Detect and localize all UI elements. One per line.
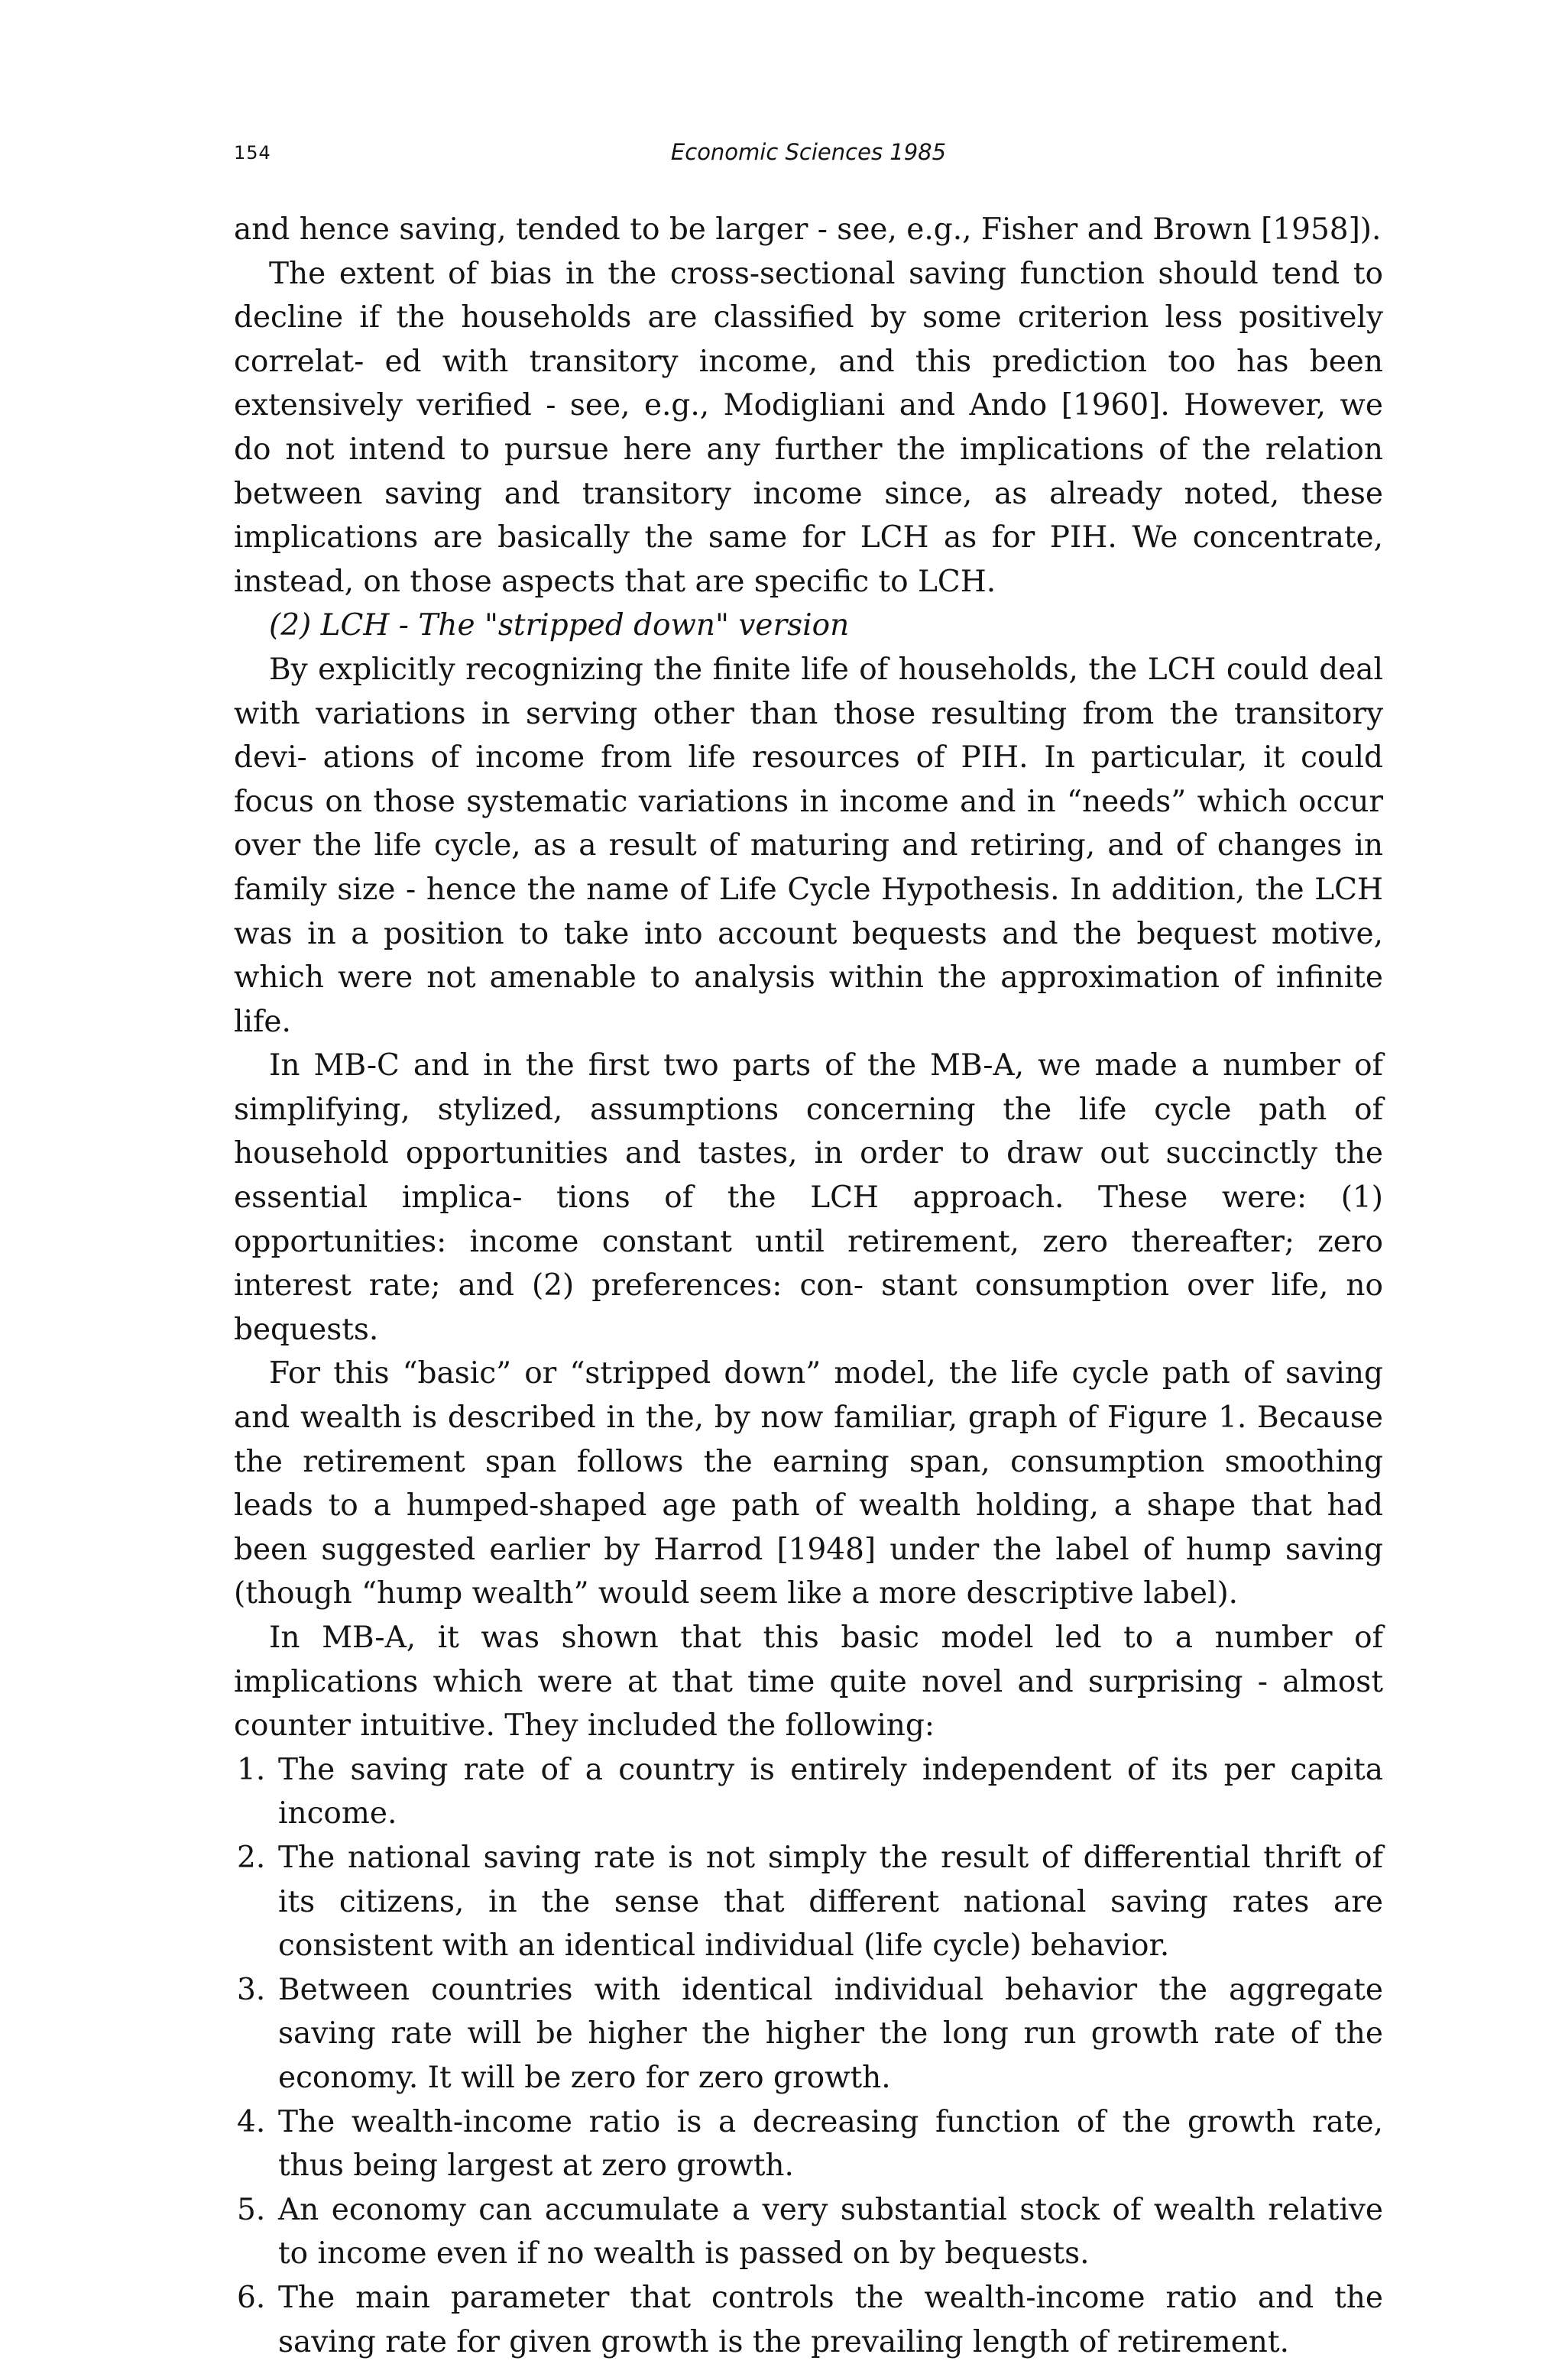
- list-item-text: Between countries with identical individual behavior the aggregate saving rate will be higher the higher the long run growth rate of the economy. It will be zero for zero growth.: [278, 1972, 1383, 2095]
- list-item: [234, 1836, 1383, 1968]
- list-item-number: 6.: [237, 2280, 266, 2315]
- list-item-number: 5.: [237, 2192, 266, 2227]
- list-item: [234, 2188, 1383, 2276]
- page-header: [234, 139, 1383, 170]
- implications-list: [234, 1748, 1383, 2364]
- list-item-text: An economy can accumulate a very substantial stock of wealth relative to income even if no wealth is passed on by bequests.: [278, 2192, 1383, 2272]
- section-heading: (2) LCH - The "stripped down" version: [269, 608, 850, 643]
- list-item: [234, 1968, 1383, 2100]
- body-text: [234, 208, 1383, 2364]
- paragraph-implications-intro: In MB-A, it was shown that this basic model led to a number of implications which were at that time quite novel and surprising - almost counter intuitive. They included the following:: [234, 1621, 1383, 1744]
- list-item-text: The national saving rate is not simply the result of differential thrift of its citizens, in the sense that different national saving rates are consistent with an identical individual (life cycle) behavior.: [278, 1840, 1383, 1964]
- list-item-number: 4.: [237, 2104, 266, 2139]
- list-item-text: The saving rate of a country is entirely independent of its per capita income.: [278, 1752, 1383, 1831]
- list-item-text: The main parameter that controls the wealth-income ratio and the saving rate for given growth is the prevailing length of retirement.: [278, 2280, 1383, 2359]
- list-item-number: 1.: [237, 1752, 266, 1787]
- list-item-text: The wealth-income ratio is a decreasing function of the growth rate, thus being largest at zero growth.: [278, 2104, 1383, 2184]
- paragraph-finite-life: By explicitly recognizing the finite life of households, the LCH could deal with variations in serving other than those resulting from the transitory devi- ations of income from life resources of PIH. In particular, it could focus on those systematic variations in income and in “needs” which occur over the life cycle, as a result of maturing and retiring, and of changes in family size - hence the name of Life Cycle Hypothesis. In addition, the LCH was in a position to take into account bequests and the bequest motive, which were not amenable to analysis within the approximation of infinite life.: [234, 652, 1383, 1039]
- list-item-number: 3.: [237, 1972, 266, 2007]
- list-item: [234, 2276, 1383, 2364]
- page-number: 154: [234, 142, 271, 164]
- list-item-number: 2.: [237, 1840, 266, 1875]
- paragraph-continuation: and hence saving, tended to be larger - see, e.g., Fisher and Brown [1958]).: [234, 212, 1382, 247]
- list-item: [234, 2100, 1383, 2188]
- paragraph-cross-sectional-bias: The extent of bias in the cross-sectional saving function should tend to decline if the households are classified by some criterion less positively correlat- ed with transitory income, and this prediction too has been extensively verified - see, e.g., Modigliani and Ando [1960]. However, we do not intend to pursue here any further the implications of the relation between saving and transitory income since, as already noted, these implications are basically the same for LCH as for PIH. We concentrate, instead, on those aspects that are specific to LCH.: [234, 256, 1383, 599]
- running-head: Economic Sciences 1985: [670, 139, 947, 165]
- list-item: [234, 1748, 1383, 1836]
- paragraph-assumptions: In MB-C and in the first two parts of the MB-A, we made a number of simplifying, stylized, assumptions concerning the life cycle path of household opportunities and tastes, in order to draw out succinctly the essential implica- tions of the LCH approach. These were: (1) opportunities: income constant until retirement, zero thereafter; zero interest rate; and (2) preferences: con- stant consumption over life, no bequests.: [234, 1048, 1383, 1347]
- paragraph-basic-model: For this “basic” or “stripped down” model, the life cycle path of saving and wealth is described in the, by now familiar, graph of Figure 1. Because the retirement span follows the earning span, consumption smoothing leads to a humped-shaped age path of wealth holding, a shape that had been suggested earlier by Harrod [1948] under the label of hump saving (though “hump wealth” would seem like a more descriptive label).: [234, 1356, 1383, 1611]
